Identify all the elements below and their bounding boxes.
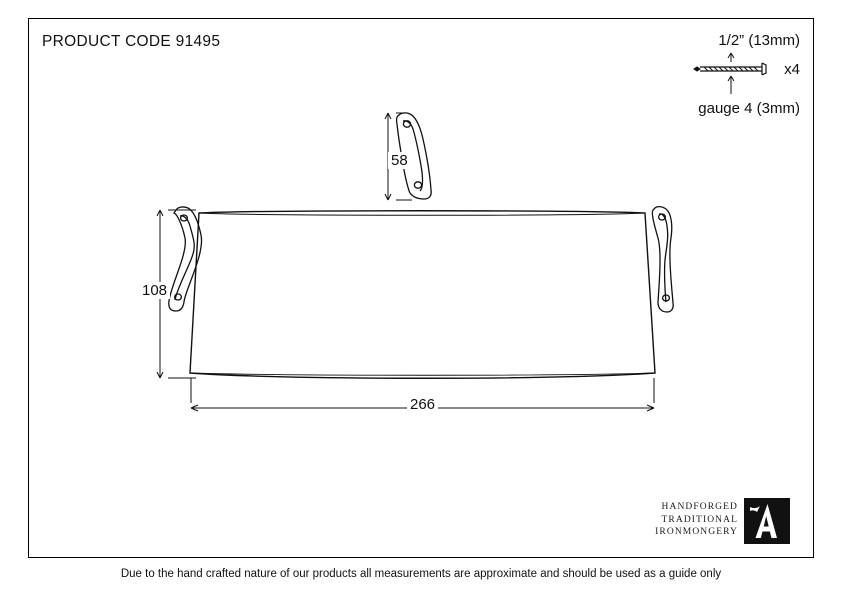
logo-line-3: IRONMONGERY [655, 527, 738, 537]
logo-line-2: TRADITIONAL [661, 514, 738, 525]
screw-illustration [694, 53, 766, 94]
screw-length-label: 1/2” (13mm) [718, 32, 800, 49]
logo-line-1: HANDFORGED [661, 502, 738, 512]
dimension-label-58: 58 [388, 152, 411, 169]
screw-gauge-label: gauge 4 (3mm) [698, 100, 800, 117]
product-body [190, 211, 655, 379]
anvil-a-logo-icon [744, 498, 790, 544]
page-title: PRODUCT CODE 91495 [42, 33, 221, 50]
brand-logo [650, 498, 790, 550]
logo-text-block [650, 501, 738, 539]
footer-disclaimer: Due to the hand crafted nature of our products all measurements are approximate and should be used as a guide only [120, 568, 722, 580]
screw-quantity-label: x4 [784, 61, 800, 78]
bracket-right [652, 207, 673, 312]
dimension-label-108: 108 [139, 282, 170, 299]
dimension-label-266: 266 [407, 396, 438, 413]
